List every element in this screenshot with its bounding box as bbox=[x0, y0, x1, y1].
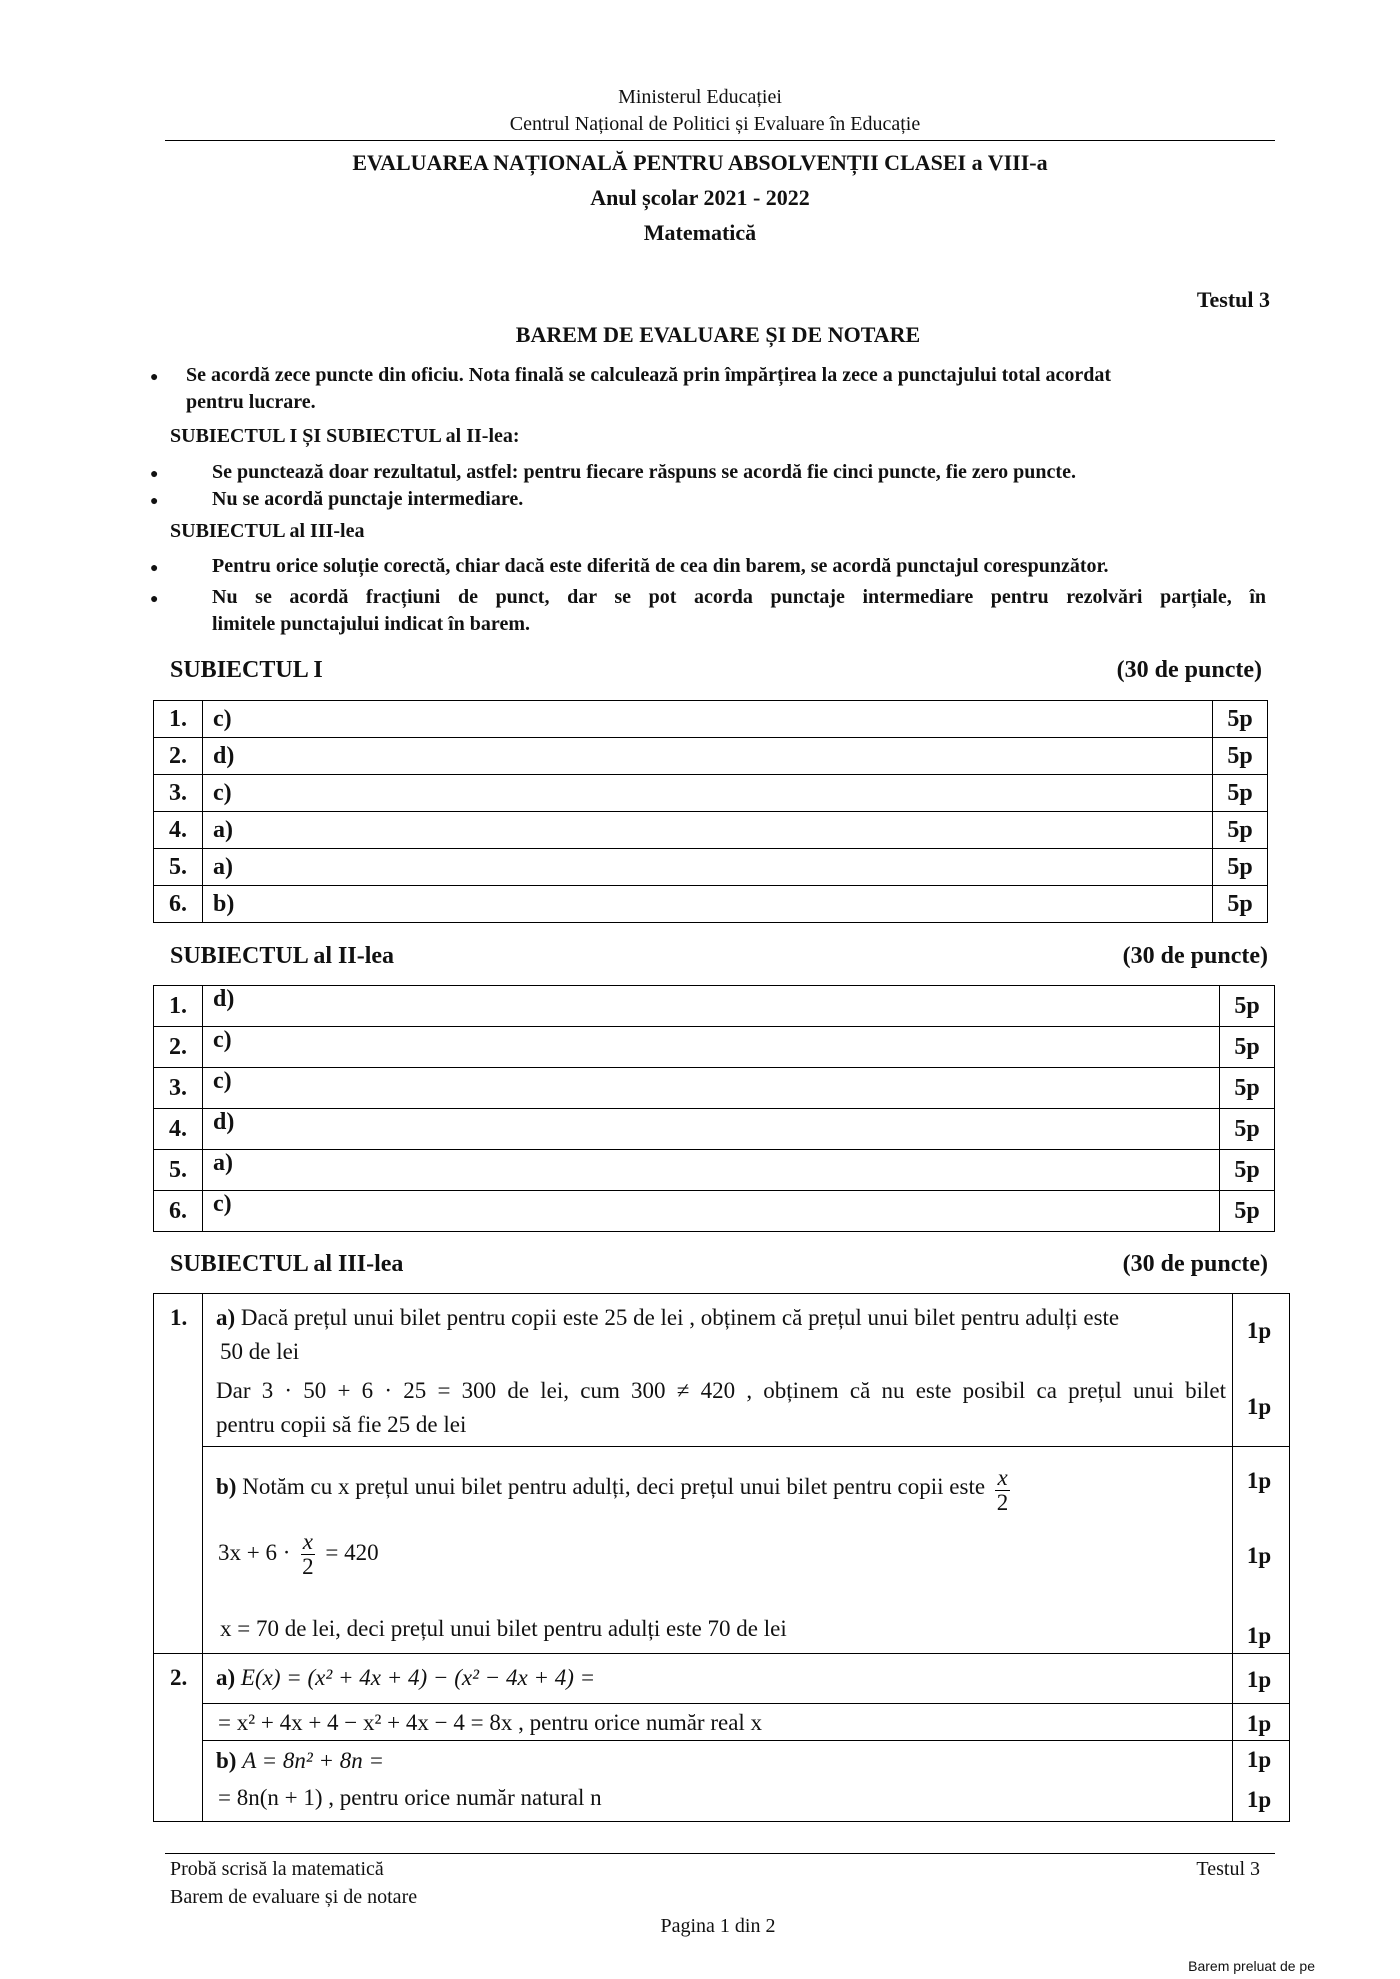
table-row bbox=[154, 738, 1268, 775]
points: 5p bbox=[1220, 1027, 1275, 1068]
general-rule-line2: pentru lucrare. bbox=[186, 391, 316, 413]
subiect1-points: (30 de puncte) bbox=[1116, 657, 1262, 683]
points: 5p bbox=[1220, 1109, 1275, 1150]
column-divider bbox=[202, 1293, 203, 1822]
school-year: Anul școlar 2021 - 2022 bbox=[590, 185, 810, 210]
table-row bbox=[154, 986, 1275, 1027]
item-number: 1. bbox=[154, 986, 203, 1027]
table-row bbox=[154, 812, 1268, 849]
problem1-a-line4: pentru copii să fie 25 de lei bbox=[216, 1412, 467, 1437]
table-row bbox=[154, 1191, 1275, 1232]
source-note: Barem preluat de pe bbox=[1188, 1958, 1315, 1974]
answer: b) bbox=[203, 886, 1213, 923]
points: 1p bbox=[1246, 1747, 1272, 1772]
table-row bbox=[154, 1109, 1275, 1150]
item-number: 6. bbox=[154, 1191, 203, 1232]
center-name: Centrul Național de Politici și Evaluare în Educație bbox=[509, 113, 921, 135]
points: 5p bbox=[1220, 986, 1275, 1027]
points: 1p bbox=[1246, 1667, 1272, 1692]
row-divider bbox=[202, 1446, 1289, 1447]
table-row bbox=[154, 1027, 1275, 1068]
points: 1p bbox=[1246, 1787, 1272, 1812]
points: 1p bbox=[1246, 1318, 1272, 1343]
table-row bbox=[154, 1068, 1275, 1109]
table-row bbox=[154, 1150, 1275, 1191]
fraction-denominator: 2 bbox=[302, 1554, 314, 1580]
problem1-b-result: x = 70 de lei, deci prețul unui bilet pentru adulți este 70 de lei bbox=[220, 1616, 787, 1641]
item-number: 3. bbox=[154, 1068, 203, 1109]
equation-left: 3x + 6 · bbox=[218, 1539, 291, 1565]
subiect3-title: SUBIECTUL al III-lea bbox=[170, 1251, 404, 1277]
points: 1p bbox=[1246, 1711, 1272, 1736]
exam-title: EVALUAREA NAȚIONALĂ PENTRU ABSOLVENȚII CLASEI a VIII-a bbox=[352, 150, 1048, 175]
problem1-b-text: Notăm cu x prețul unui bilet pentru adulți, deci prețul unui bilet pentru copii este bbox=[242, 1473, 986, 1499]
footer-left-line1: Probă scrisă la matematică bbox=[170, 1858, 384, 1880]
row-divider bbox=[202, 1740, 1289, 1741]
answer: c) bbox=[203, 1191, 1220, 1232]
answer: c) bbox=[203, 1027, 1220, 1068]
equation-right: = 420 bbox=[325, 1539, 379, 1565]
points: 5p bbox=[1220, 1191, 1275, 1232]
table-row bbox=[154, 849, 1268, 886]
problem2-a-line1 bbox=[216, 1665, 595, 1691]
footer-test: Testul 3 bbox=[1196, 1858, 1260, 1880]
fraction-x-over-2 bbox=[995, 1466, 1011, 1515]
subiect2-title: SUBIECTUL al II-lea bbox=[170, 943, 395, 969]
footer-left-line2: Barem de evaluare și de notare bbox=[170, 1886, 418, 1908]
item-number: 3. bbox=[154, 775, 203, 812]
points: 5p bbox=[1213, 886, 1268, 923]
answer: d) bbox=[203, 738, 1213, 775]
table-row bbox=[154, 886, 1268, 923]
answer: c) bbox=[203, 775, 1213, 812]
problem2-a-line2: = x² + 4x + 4 − x² + 4x − 4 = 8x , pentru orice număr real x bbox=[218, 1710, 763, 1735]
subitem-label: a) bbox=[216, 1305, 236, 1330]
points: 1p bbox=[1246, 1623, 1272, 1648]
barem-title: BAREM DE EVALUARE ȘI DE NOTARE bbox=[515, 322, 921, 347]
subiect3-rule2-line2: limitele punctajului indicat în barem. bbox=[212, 613, 530, 635]
points: 5p bbox=[1213, 812, 1268, 849]
answer: d) bbox=[203, 986, 1220, 1027]
bullet-icon: ● bbox=[150, 370, 159, 385]
item-number: 5. bbox=[154, 849, 203, 886]
bullet-icon: ● bbox=[150, 467, 159, 482]
subiect3-rules-title: SUBIECTUL al III-lea bbox=[170, 520, 365, 542]
bullet-icon: ● bbox=[150, 592, 159, 607]
points: 5p bbox=[1213, 701, 1268, 738]
answer: a) bbox=[203, 1150, 1220, 1191]
page-number: Pagina 1 din 2 bbox=[660, 1915, 776, 1937]
points: 1p bbox=[1246, 1468, 1272, 1493]
footer-rule bbox=[165, 1853, 1275, 1854]
fraction-numerator: x bbox=[302, 1529, 313, 1554]
test-number: Testul 3 bbox=[1196, 287, 1270, 312]
item-number: 5. bbox=[154, 1150, 203, 1191]
points: 5p bbox=[1220, 1068, 1275, 1109]
problem1-a-line3: Dar 3 · 50 + 6 · 25 = 300 de lei, cum 300 ≠ 420 , obținem că nu este posibil ca prețul unui bilet bbox=[216, 1378, 1226, 1403]
item-number: 2. bbox=[154, 1027, 203, 1068]
subiect12-rules-title: SUBIECTUL I ȘI SUBIECTUL al II-lea: bbox=[170, 425, 520, 447]
item-number: 4. bbox=[154, 812, 203, 849]
row-divider bbox=[202, 1703, 1289, 1704]
subiect1-title: SUBIECTUL I bbox=[170, 657, 323, 683]
problem2-b-line1 bbox=[216, 1748, 384, 1774]
answer: c) bbox=[203, 1068, 1220, 1109]
item-number: 6. bbox=[154, 886, 203, 923]
item-number: 4. bbox=[154, 1109, 203, 1150]
problem2-a-expression: E(x) = (x² + 4x + 4) − (x² − 4x + 4) = bbox=[240, 1665, 596, 1690]
problem1-b-equation bbox=[218, 1530, 379, 1579]
subiect3-rule1: Pentru orice soluție corectă, chiar dacă este diferită de cea din barem, se acordă punctajul corespunzător. bbox=[212, 555, 1109, 577]
fraction-x-over-2 bbox=[300, 1530, 316, 1579]
problem2-b-expression: A = 8n² + 8n = bbox=[242, 1748, 385, 1773]
subiect3-points: (30 de puncte) bbox=[1122, 1251, 1268, 1277]
table-row bbox=[154, 775, 1268, 812]
subiect2-points: (30 de puncte) bbox=[1122, 943, 1268, 969]
table-row bbox=[154, 701, 1268, 738]
problem2-b-line2: = 8n(n + 1) , pentru orice număr natural n bbox=[218, 1785, 602, 1810]
points: 1p bbox=[1246, 1394, 1272, 1419]
points: 5p bbox=[1213, 738, 1268, 775]
points: 5p bbox=[1213, 775, 1268, 812]
answer: d) bbox=[203, 1109, 1220, 1150]
subitem-label: b) bbox=[216, 1473, 237, 1499]
subiect2-table bbox=[153, 985, 1275, 1232]
problem1-b-line1 bbox=[216, 1464, 1226, 1516]
subiect1-table bbox=[153, 700, 1268, 923]
item-number: 2. bbox=[154, 738, 203, 775]
answer: a) bbox=[203, 849, 1213, 886]
subitem-label: a) bbox=[216, 1665, 236, 1690]
item-number: 1. bbox=[154, 701, 203, 738]
header-rule bbox=[165, 140, 1275, 141]
points: 1p bbox=[1246, 1543, 1272, 1568]
subiect12-rule2: Nu se acordă punctaje intermediare. bbox=[212, 488, 524, 510]
subject-name: Matematică bbox=[643, 220, 757, 245]
subitem-label: b) bbox=[216, 1748, 237, 1773]
bullet-icon: ● bbox=[150, 494, 159, 509]
points: 5p bbox=[1220, 1150, 1275, 1191]
problem-number: 1. bbox=[170, 1305, 188, 1330]
points: 5p bbox=[1213, 849, 1268, 886]
answer: a) bbox=[203, 812, 1213, 849]
problem1-a-line2: 50 de lei bbox=[220, 1339, 300, 1364]
problem1-a-line1 bbox=[216, 1305, 1226, 1331]
row-divider bbox=[153, 1653, 1289, 1654]
problem-number: 2. bbox=[170, 1665, 188, 1690]
fraction-numerator: x bbox=[997, 1465, 1008, 1490]
answer: c) bbox=[203, 701, 1213, 738]
bullet-icon: ● bbox=[150, 561, 159, 576]
subiect3-rule2-line1: Nu se acordă fracțiuni de punct, dar se pot acorda punctaje intermediare pentru rezolvări parțiale, în bbox=[212, 586, 1266, 608]
fraction-denominator: 2 bbox=[996, 1490, 1009, 1516]
ministry-name: Ministerul Educației bbox=[618, 86, 782, 108]
problem1-a-text: Dacă prețul unui bilet pentru copii este 25 de lei , obținem că prețul unui bilet pentru adulți este bbox=[240, 1305, 1120, 1330]
subiect12-rule1: Se punctează doar rezultatul, astfel: pentru fiecare răspuns se acordă fie cinci puncte, fie zero puncte. bbox=[212, 461, 1076, 483]
general-rule-line1: Se acordă zece puncte din oficiu. Nota finală se calculează prin împărțirea la zece a punctajului total acordat bbox=[186, 364, 1112, 386]
